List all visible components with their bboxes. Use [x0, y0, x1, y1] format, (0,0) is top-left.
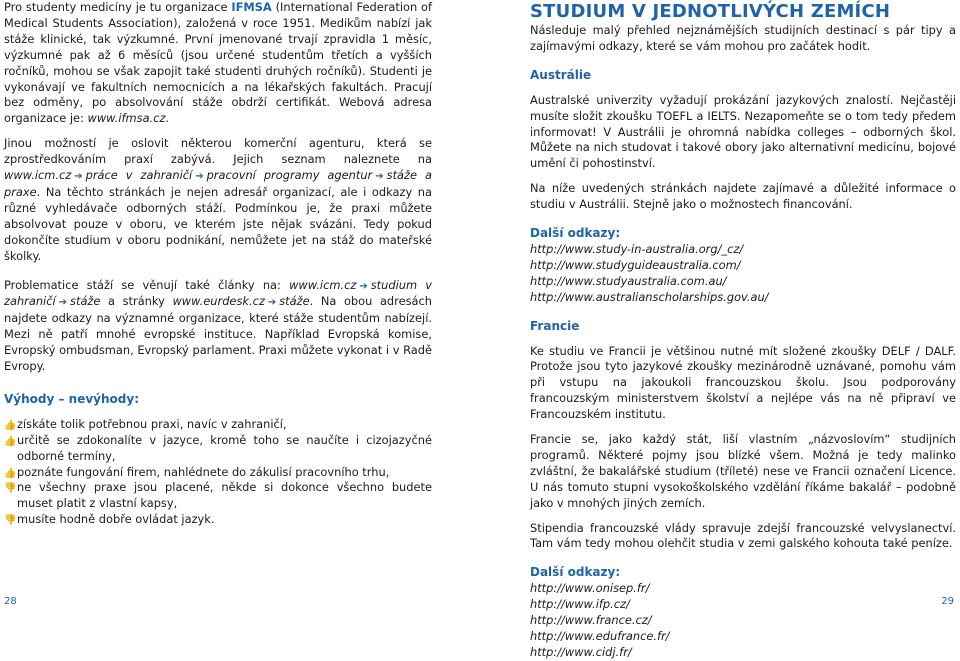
australia-paragraph: Australské univerzity vyžadují prokázání jazykových znalostí. Nejčastěji musíte složit zkoušku TOEFL a IELTS. Nezapomeňte se o tom tedy předem informovat! V Austrálii je ohromná nabídka colleges – odborných škol. Můžete na nich studovat i takové obory jako alternativní medicínu, bojové umění či pohostinství.: [530, 92, 956, 171]
australia-links: [530, 242, 956, 306]
list-item: 👎 musíte hodně dobře ovládat jazyk.: [4, 512, 432, 528]
link[interactable]: http://www.ifp.cz/: [530, 597, 630, 612]
arrow-icon: ➔: [359, 280, 368, 292]
link[interactable]: http://www.cidj.fr/: [530, 644, 632, 659]
australia-paragraph: Na níže uvedených stránkách najdete zajímavé a důležité informace o studiu v Austrálii. Stejně jako o možnostech financování.: [530, 181, 956, 212]
france-links-title: Další odkazy:: [530, 565, 621, 580]
france-links: [530, 581, 956, 661]
arrow-icon: ➔: [267, 297, 277, 309]
icm-link[interactable]: www.icm.cz: [289, 277, 357, 292]
france-paragraph: Stipendia francouzské vlády spravuje zdejší francouzské velvyslanectví. Tam vám tedy mohou olehčit studia v zemi galského kohouta také peníze.: [530, 520, 956, 551]
page-number-left: 28: [4, 596, 17, 607]
link[interactable]: http://www.studyaustralia.com.au/: [530, 273, 727, 288]
france-paragraph: Francie se, jako každý stát, liší vlastním „názvoslovím“ studijních programů. Některé pojmy jsou blízké všem. Možná je tedy malinko zvláštní, že bakalářské studium (tříleté) nese ve Francii označení Licence. U nás tomuto stupni vysokoškolského vzdělání říkáme bakalář – podobně jako v mnohých jiných zemích.: [530, 432, 956, 510]
eurdesk-link[interactable]: www.eurdesk.cz: [172, 294, 265, 309]
list-item: 👍 poznáte fungování firem, nahlédnete do zákulisí pracovního trhu,: [4, 465, 432, 481]
link[interactable]: http://www.study-in-australia.org/_cz/: [530, 241, 744, 256]
thumb-down-icon: 👎: [4, 515, 17, 527]
link[interactable]: http://www.edufrance.fr/: [530, 629, 670, 643]
arrow-icon: ➔: [74, 171, 83, 183]
link[interactable]: http://www.studyguideaustralia.com/: [530, 257, 741, 272]
right-column: [530, 0, 956, 661]
page-number-right: 29: [941, 596, 954, 607]
link[interactable]: http://www.australianscholarships.gov.au/: [530, 289, 769, 304]
australia-links-title: Další odkazy:: [530, 226, 621, 241]
france-title: Francie: [530, 318, 580, 333]
arrow-icon: ➔: [58, 297, 68, 309]
ifmsa-name: IFMSA: [231, 0, 272, 14]
agency-paragraph: Jinou možností je oslovit některou komerční agenturu, která se zprostředkováním praxí zabývá. Jejich seznam naleznete na www.icm.cz ➔ práce v zahraničí ➔ pracovní programy agentur ➔ stáže a praxe. Na těchto stránkách je nejen adresář organizací, ale i odkazy na různé vyhledávače odborných stáží. Podmínkou je, že praxi můžete absolvovat pouze v oboru, ve kterém jste nějak svázáni. Tedy pokud dokončíte studium v oboru podnikání, nemůžete jet na stáž do mateřské školky.: [4, 136, 432, 263]
link[interactable]: http://www.france.cz/: [530, 613, 652, 628]
arrow-icon: ➔: [195, 171, 204, 183]
pros-cons-list: [4, 417, 432, 528]
thumb-up-icon: 👍: [4, 419, 17, 431]
page-title: STUDIUM V JEDNOTLIVÝCH ZEMÍCH: [530, 1, 891, 22]
intro-paragraph: Následuje malý přehled nejznámějších studijních destinací s pár tipy a zajímavými odkazy, které se vám mohou pro začátek hodit.: [530, 23, 956, 53]
list-item: 👍 určitě se zdokonalíte v jazyce, kromě toho se naučíte i cizojazyčné odborné termíny,: [4, 432, 432, 463]
list-item: 👎 ne všechny praxe jsou placené, někde si dokonce všechno budete muset platit z vlastní kapsy,: [4, 480, 432, 511]
icm-link[interactable]: www.icm.cz: [4, 168, 72, 183]
list-item: 👍 získáte tolik potřebnou praxi, navíc v zahraničí,: [4, 417, 432, 433]
ifmsa-paragraph: Pro studenty medicíny je tu organizace IFMSA (International Federation of Medical Students Association), založená v roce 1951. Medikům nabízí jak stáže klinické, tak výzkumné. První jmenované trvají zpravidla 1 měsíc, výzkumné pak až 6 měsíců (jsou určené studentům třetích a vyšších ročníků, mohou se však zapojit také studenti druhých ročníků). Studenti je vykonávají ve fakultních nemocnicích a na lékařských fakultách. Pracují bez odměny, po absolvování stáže obdrží certifikát. Webová adresa organizace je: www.ifmsa.cz.: [4, 0, 433, 126]
thumb-down-icon: 👎: [4, 483, 17, 495]
ifmsa-link[interactable]: www.ifmsa.cz: [87, 111, 166, 126]
arrow-icon: ➔: [375, 171, 384, 183]
france-paragraph: Ke studiu ve Francii je většinou nutné mít složené zkoušky DELF / DALF. Protože jsou tyto jazykové zkoušky mezinárodně uznávané, pomohu vám při vstupu na jakoukoli francouzskou školu. Jsou podporovány francouzským ministerstvem školství a nejlépe vás na ně připraví ve Francouzském institutu.: [530, 343, 956, 422]
thumb-up-icon: 👍: [4, 435, 17, 447]
left-column: [4, 0, 432, 528]
australia-title: Austrálie: [530, 67, 592, 82]
articles-paragraph: Problematice stáží se věnují také články na: www.icm.cz ➔ studium v zahraničí ➔ stáže a stránky www.eurdesk.cz ➔ stáže. Na obou adresách najdete odkazy na významné organizace, které stáže studentům nabízejí. Mezi ně patří mnohé evropské instituce. Například Evropská komise, Evropský ombudsman, Evropský parlament. Praxi můžete vykonat i v Radě Evropy.: [4, 277, 432, 374]
link[interactable]: http://www.onisep.fr/: [530, 581, 650, 596]
pros-cons-title: Výhody – nevýhody:: [4, 391, 139, 406]
thumb-up-icon: 👍: [4, 467, 17, 479]
